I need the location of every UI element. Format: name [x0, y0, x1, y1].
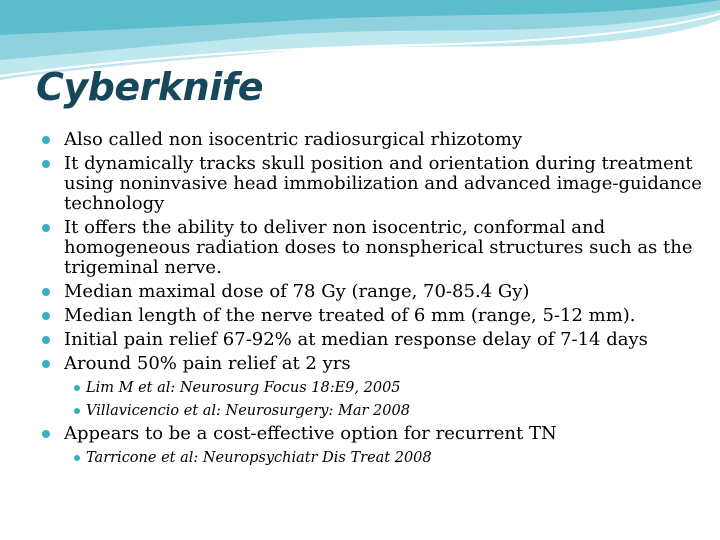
- reference-text: Villavicencio et al: Neurosurgery: Mar 2008: [86, 403, 410, 419]
- bullet-dot-icon: [42, 336, 50, 344]
- bullet-item: [42, 154, 702, 214]
- bullet-content: [42, 130, 702, 471]
- bullet-text: Median length of the nerve treated of 6 mm (range, 5-12 mm).: [64, 305, 636, 326]
- bullet-item: [42, 424, 702, 444]
- bullet-item: [42, 306, 702, 326]
- bullet-text: Median maximal dose of 78 Gy (range, 70-85.4 Gy): [64, 281, 530, 302]
- bullet-item: [42, 130, 702, 150]
- bullet-item: [42, 354, 702, 374]
- bullet-dot-icon: [42, 430, 50, 438]
- reference-text: Tarricone et al: Neuropsychiatr Dis Treat 2008: [86, 450, 432, 466]
- bullet-item: [42, 218, 702, 278]
- bullet-text: Around 50% pain relief at 2 yrs: [64, 353, 351, 374]
- bullet-text: It dynamically tracks skull position and orientation during treatment using noninvasive head immobilization and advanced image-guidance technology: [64, 153, 702, 214]
- bullet-list: [42, 130, 702, 468]
- bullet-dot-icon: [42, 160, 50, 168]
- sub-bullet-item: [42, 448, 702, 468]
- bullet-dot-icon: [42, 224, 50, 232]
- bullet-text: Also called non isocentric radiosurgical rhizotomy: [64, 129, 523, 150]
- bullet-dot-icon: [42, 288, 50, 296]
- bullet-dot-icon: [42, 360, 50, 368]
- bullet-text: Initial pain relief 67-92% at median response delay of 7-14 days: [64, 329, 648, 350]
- sub-bullet-dot-icon: [74, 408, 80, 414]
- bullet-text: Appears to be a cost-effective option for recurrent TN: [64, 423, 557, 444]
- bullet-dot-icon: [42, 136, 50, 144]
- bullet-item: [42, 282, 702, 302]
- bullet-text: It offers the ability to deliver non isocentric, conformal and homogeneous radiation doses to nonspherical structures such as the trigeminal nerve.: [64, 217, 693, 278]
- sub-bullet-dot-icon: [74, 385, 80, 391]
- sub-bullet-dot-icon: [74, 455, 80, 461]
- bullet-dot-icon: [42, 312, 50, 320]
- sub-bullet-item: [42, 378, 702, 398]
- slide-title: Cyberknife: [36, 65, 264, 109]
- sub-bullet-item: [42, 401, 702, 421]
- reference-text: Lim M et al: Neurosurg Focus 18:E9, 2005: [86, 380, 401, 396]
- bullet-item: [42, 330, 702, 350]
